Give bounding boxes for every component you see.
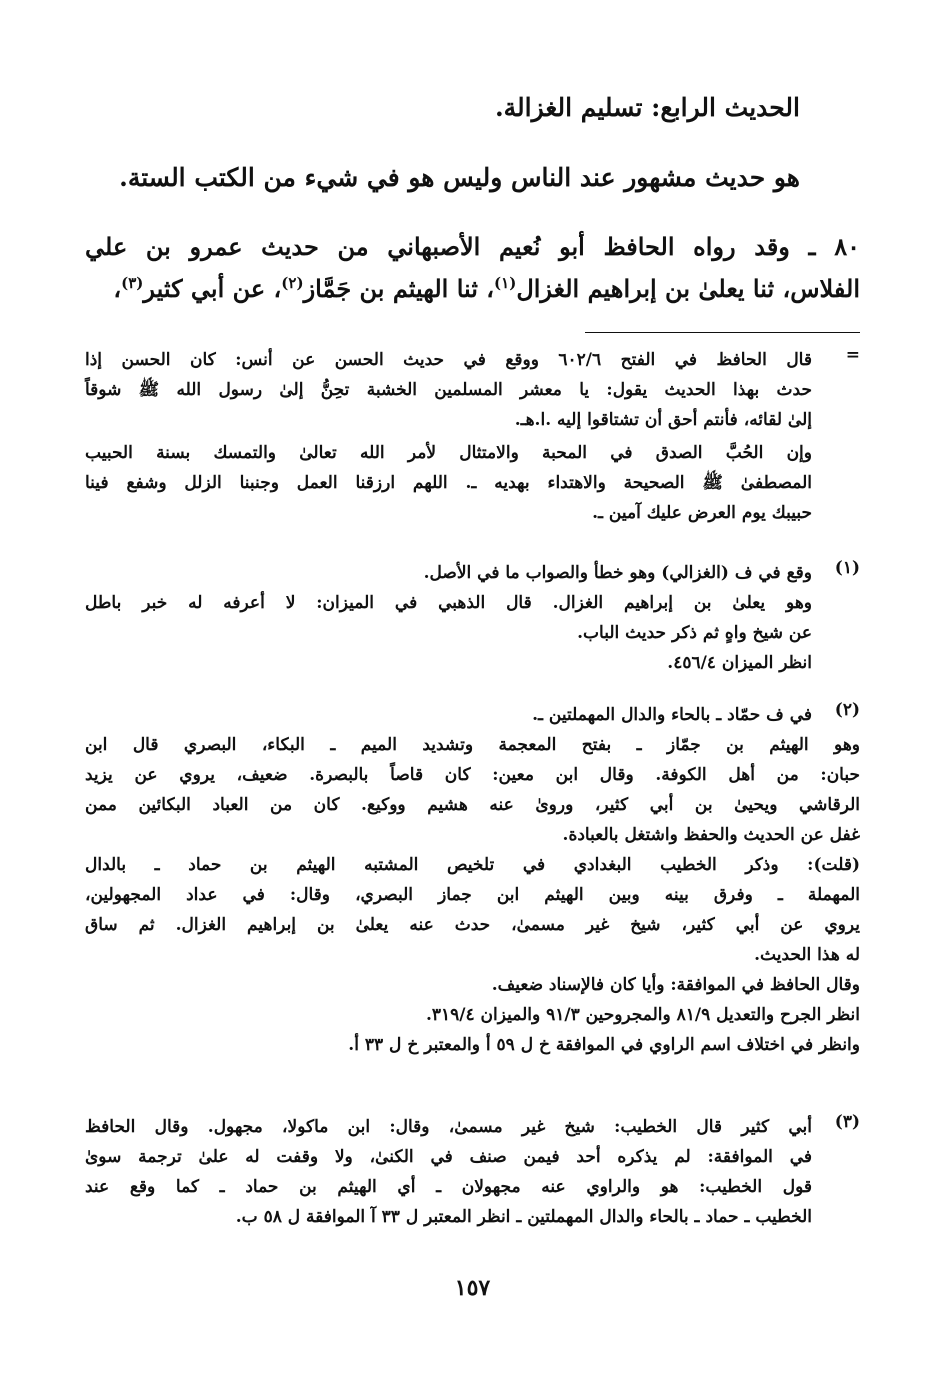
section-heading: الحديث الرابع: تسليم الغزالة. [494, 93, 800, 122]
footnote-ref-3[interactable]: (٣) [121, 274, 144, 292]
footnote-line: انظر الميزان ٤٥٦/٤. [667, 653, 812, 673]
footnote-line: وقال الحافظ في الموافقة: وأيا كان فالإسناد ضعيف. [491, 975, 860, 995]
page-number: ١٥٧ [454, 1275, 491, 1301]
footnote-line: الخطيب ـ حماد ـ بالحاء والدال المهملتين ـ انظر المعتبر ل ٣٣ آ الموافقة ل ٥٨ ب. [235, 1207, 812, 1227]
footnote-line: وقع في ف (الغزالي) وهو خطأ والصواب ما في الأصل. [423, 563, 812, 583]
footnote-line: حبيبك يوم العرض عليك آمين ـ. [592, 503, 812, 523]
hadith-80-line-1: ٨٠ ـ وقد رواه الحافظ أبو نُعيم الأصبهاني من حديث عمرو بن علي [85, 232, 860, 261]
hadith-80-text-c: ، عن أبي كثير [143, 274, 282, 303]
footnote-line: قول الخطيب: هو والراوي عنه مجهولان ـ أي الهيثم بن حماد ـ كما وقع عند [85, 1177, 812, 1197]
footnote-line: وانظر في اختلاف اسم الراوي في الموافقة خ ل ٥٩ أ والمعتبر خ ل ٣٣ أ. [348, 1035, 860, 1055]
footnote-3 [85, 1112, 860, 1232]
footnote-line: الرقاشي ويحيىٰ بن أبي كثير، وروىٰ عنه هشيم ووكيع. كان من العباد البكائين ممن [85, 795, 860, 815]
footnote-ref-2[interactable]: (٢) [281, 274, 304, 292]
footnote-1 [85, 558, 860, 678]
footnote-line: يروي عن أبي كثير، شيخ غير مسمىٰ، حدث عنه يعلىٰ بن إبراهيم الغزال. ثم ساق [85, 915, 860, 935]
hadith-80-line-2 [85, 268, 860, 310]
footnote-line: غفل عن الحديث والحفظ واشتغل بالعبادة. [562, 825, 860, 845]
footnote-line: قال الحافظ في الفتح ٦٠٢/٦ ووقع في حديث الحسن عن أنس: كان الحسن إذا [85, 350, 812, 370]
footnote-1-marker: (١) [834, 558, 860, 578]
hadith-80-text-a: الفلاس، ثنا يعلىٰ بن إبراهيم الغزال [516, 274, 860, 303]
footnote-line: (قلت): وذكر الخطيب البغدادي في تلخيص المشتبه الهيثم بن حماد ـ بالدال [85, 855, 860, 875]
footnote-line: المهملة ـ وفرق بينه وبين الهيثم ابن جماز البصري، وقال: في عداد المجهولين، [85, 885, 860, 905]
footnote-line: انظر الجرح والتعديل ٨١/٩ والمجروحين ٩١/٣ والميزان ٣١٩/٤. [425, 1005, 860, 1025]
hadith-80-text-d: ، [113, 274, 122, 303]
intro-paragraph: هو حديث مشهور عند الناس وليس هو في شيء من الكتب الستة. [119, 163, 800, 192]
footnote-line: في الموافقة: لم يذكره أحد فيمن صنف في الكنىٰ، ولا وقفت له علىٰ ترجمة سوىٰ [85, 1147, 812, 1167]
footnote-line: حبان: من أهل الكوفة. وقال ابن معين: كان قاصاً بالبصرة. ضعيف، يروي عن يزيد [85, 765, 860, 785]
footnote-continued [85, 345, 860, 528]
footnote-line: وهو يعلىٰ بن إبراهيم الغزال. قال الذهبي في الميزان: لا أعرفه له خبر باطل [85, 593, 812, 613]
hadith-80-paragraph [85, 226, 860, 310]
footnote-2-marker: (٢) [834, 700, 860, 720]
footnote-line: حدث بهذا الحديث يقول: يا معشر المسلمين الخشبة تحِنُّ إلىٰ رسول الله ﷺ شوقاً [85, 380, 812, 400]
footnote-separator [585, 332, 860, 333]
footnote-line: وهو الهيثم بن جمّاز ـ بفتح المعجمة وتشديد الميم ـ البكاء، البصري قال ابن [85, 735, 860, 755]
footnote-line: في ف حمّاد ـ بالحاء والدال المهملتين ـ. [532, 705, 812, 725]
footnote-continued-marker: = [845, 345, 860, 365]
footnote-ref-1[interactable]: (١) [494, 274, 517, 292]
footnote-line: المصطفىٰ ﷺ الصحيحة والاهتداء بهديه ـ. اللهم ارزقنا العمل وجنبنا الزلل وشفع فينا [85, 473, 812, 493]
footnote-line: له هذا الحديث. [754, 945, 860, 965]
hadith-80-text-b: ، ثنا الهيثم بن جَمَّاز [303, 274, 495, 303]
footnote-line: أبي كثير قال الخطيب: شيخ غير مسمىٰ، وقال: ابن ماكولا، مجهول. وقال الحافظ [85, 1117, 812, 1137]
footnote-2 [85, 700, 860, 1060]
footnote-line: عن شيخ واهٍ ثم ذكر حديث الباب. [577, 623, 812, 643]
footnote-line: وإن الحُبَّ الصدق في المحبة والامتثال لأمر الله تعالىٰ والتمسك بسنة الحبيب [85, 443, 812, 463]
footnote-line: إلىٰ لقائه، فأنتم أحق أن تشتاقوا إليه .ا.هـ. [514, 410, 812, 430]
footnote-3-marker: (٣) [834, 1112, 860, 1132]
